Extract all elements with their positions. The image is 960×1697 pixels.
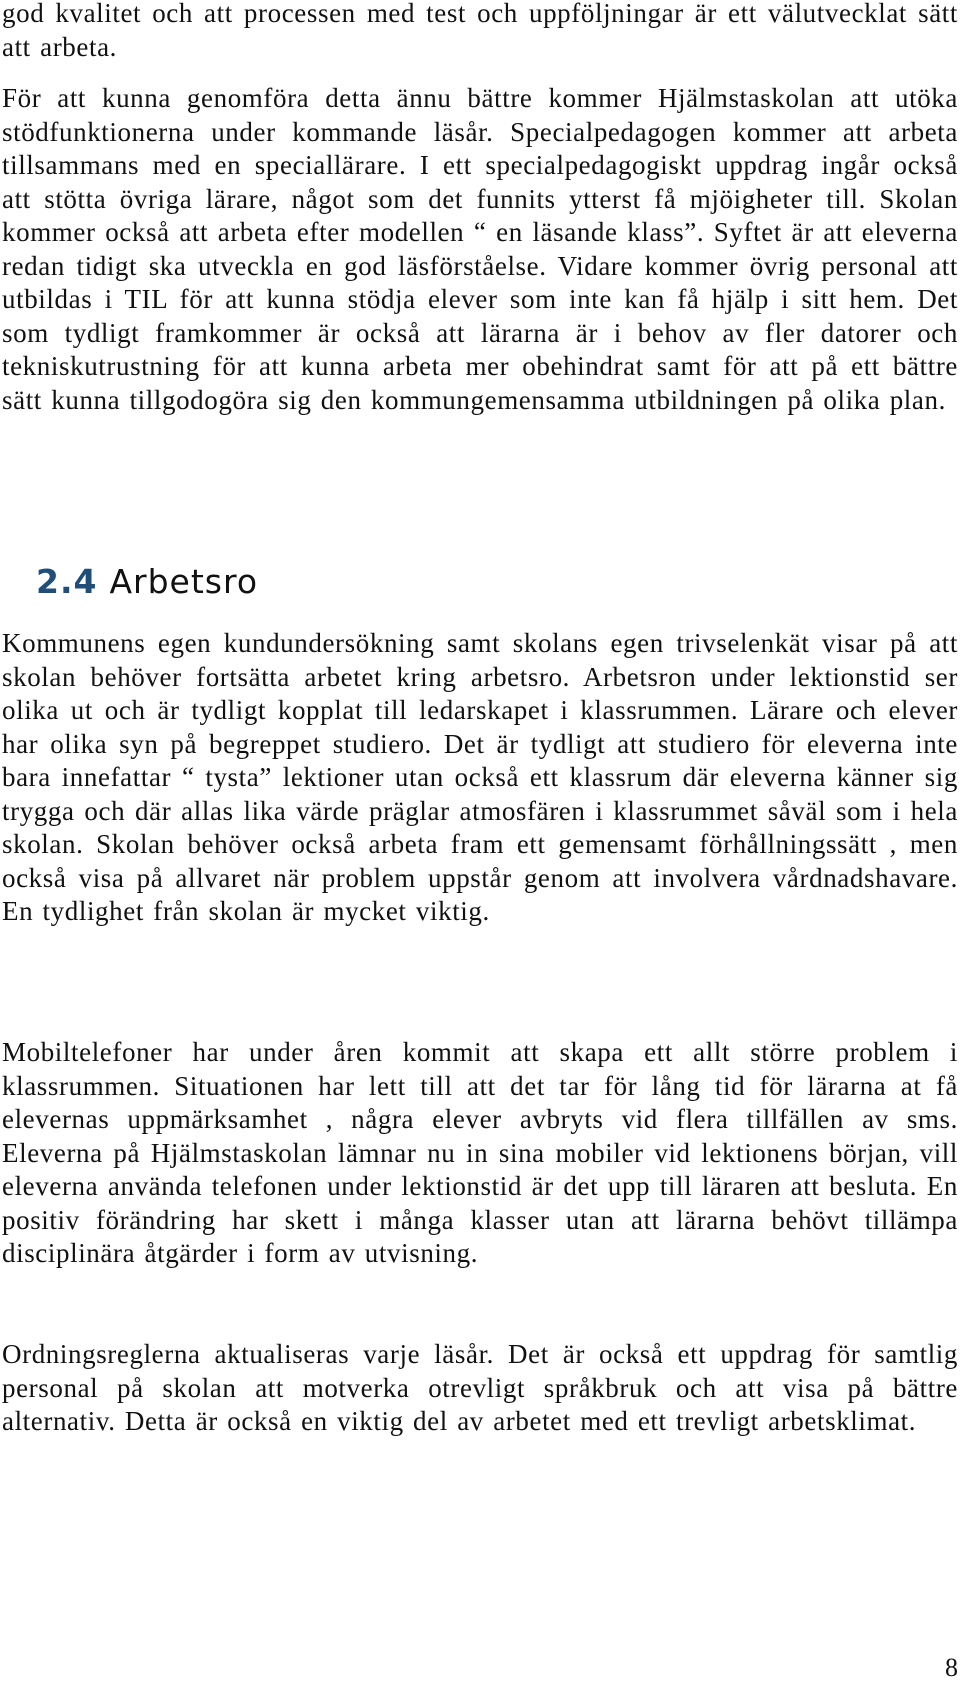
paragraph-rules-of-conduct: Ordningsreglerna aktualiseras varje läsår. Det är också ett uppdrag för samtlig personal på skolan att motverka otrevligt språkbruk och att visa på bättre alternativ. Detta är också en viktig del av arbetet med ett trevligt arbetsklimat. — [2, 1339, 958, 1436]
paragraph-intro-continued: god kvalitet och att processen med test och uppföljningar är ett välutvecklat sätt att arbeta. — [2, 0, 958, 62]
paragraph-survey-study-peace: Kommunens egen kundundersökning samt skolans egen trivselenkät visar på att skolan behöver fortsätta arbetet kring arbetsro. Arbetsron under lektionstid ser olika ut och är tydligt kopplat till ledarskapet i klassrummen. Lärare och elever har olika syn på begreppet studiero. Det är tydligt att studiero för eleverna inte bara innefattar “ tysta” lektioner utan också ett klassrum där eleverna känner sig trygga och där allas lika värde präglar atmosfären i klassrummet såväl som i hela skolan. Skolan behöver också arbeta fram ett gemensamt förhållningssätt , men också visa på allvaret när problem uppstår genom att involvera vårdnadshavare. En tydlighet från skolan är mycket viktig. — [2, 628, 958, 926]
paragraph-mobile-phones: Mobiltelefoner har under åren kommit att skapa ett allt större problem i klassrummen. Situationen har lett till att det tar för lång tid för lärarna at få elevernas uppmärksamhet , några elever avbryts vid flera tillfällen av sms. Eleverna på Hjälmstaskolan lämnar nu in sina mobiler vid lektionens början, vill eleverna använda telefonen under lektionstid är det upp till läraren att besluta. En positiv förändring har skett i många klasser utan att lärarna behövt tillämpa disciplinära åtgärder i form av utvisning. — [2, 1037, 958, 1268]
section-title: Arbetsro — [109, 562, 259, 601]
section-heading — [36, 562, 258, 602]
paragraph-support-functions: För att kunna genomföra detta ännu bättre kommer Hjälmstaskolan att utöka stödfunktionerna under kommande läsår. Specialpedagogen kommer att arbeta tillsammans med en speciallärare. I ett specialpedagogiskt uppdrag ingår också att stötta övriga lärare, något som det funnits ytterst få mjöigheter till. Skolan kommer också att arbeta efter modellen “ en läsande klass”. Syftet är att eleverna redan tidigt ska utveckla en god läsförståelse. Vidare kommer övrig personal att utbildas i TIL för att kunna stödja elever som inte kan få hjälp i sitt hem. Det som tydligt framkommer är också att lärarna är i behov av fler datorer och tekniskutrustning för att kunna arbeta mer obehindrat samt för att på ett bättre sätt kunna tillgodogöra sig den kommungemensamma utbildningen på olika plan. — [2, 83, 958, 415]
section-number: 2.4 — [36, 562, 98, 601]
page-number: 8 — [945, 1653, 958, 1682]
